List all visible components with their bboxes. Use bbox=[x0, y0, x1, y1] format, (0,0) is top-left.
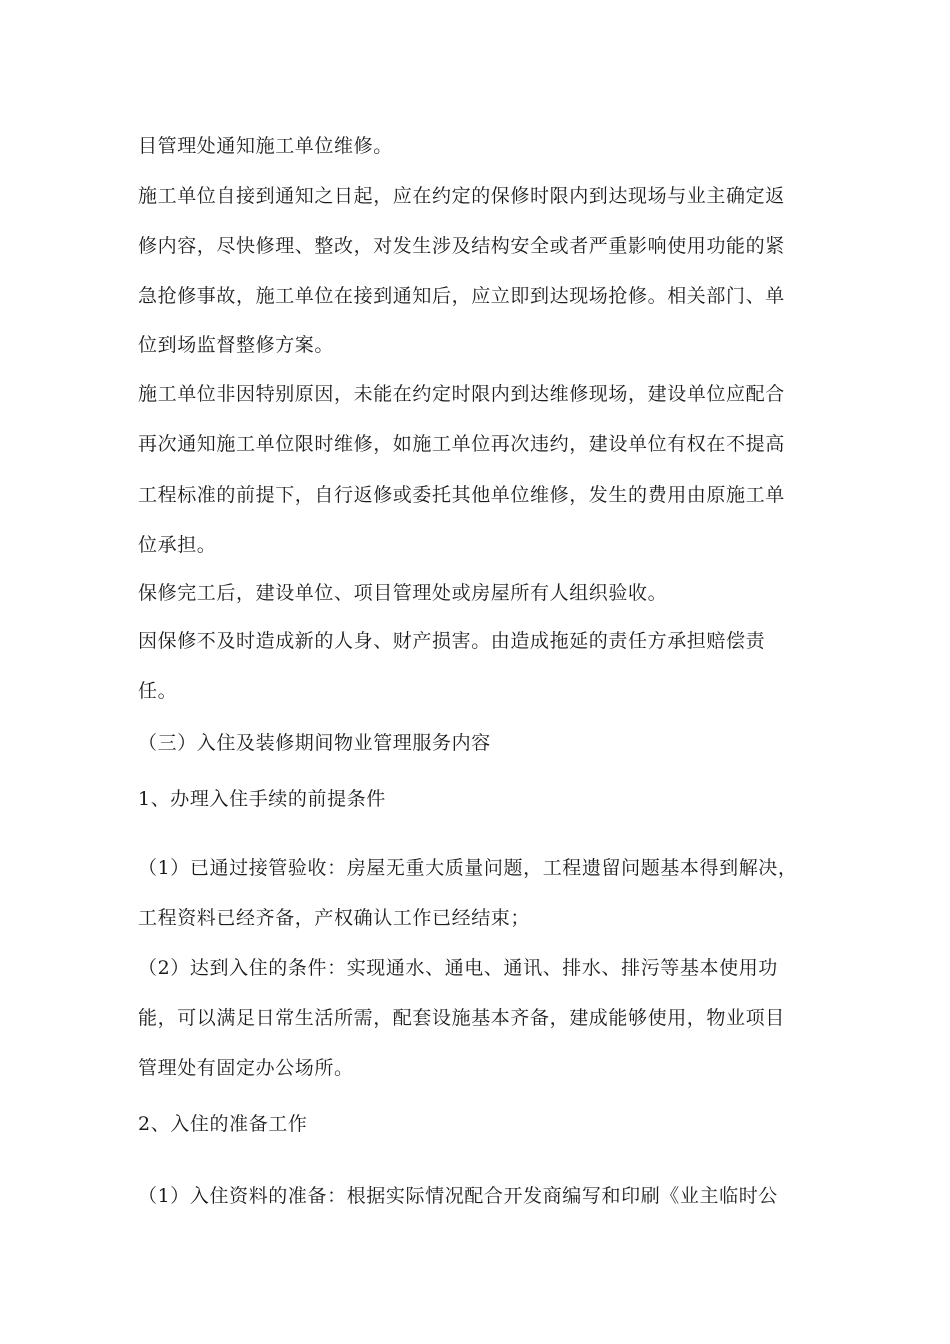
text-line: 施工单位自接到通知之日起，应在约定的保修时限内到达现场与业主确定返 bbox=[138, 185, 785, 207]
subsection-heading: 1、办理入住手续的前提条件 bbox=[138, 788, 386, 810]
text-line: 修内容，尽快修理、整改，对发生涉及结构安全或者严重影响使用功能的紧 bbox=[138, 235, 785, 257]
subsection-heading: 2、入住的准备工作 bbox=[138, 1113, 308, 1135]
text-line: 施工单位非因特别原因，未能在约定时限内到达维修现场，建设单位应配合 bbox=[138, 383, 785, 405]
text-line: 保修完工后，建设单位、项目管理处或房屋所有人组织验收。 bbox=[138, 582, 668, 604]
text-line: （1）入住资料的准备：根据实际情况配合开发商编写和印刷《业主临时公 bbox=[138, 1185, 778, 1207]
text-line: 能，可以满足日常生活所需，配套设施基本齐备，建成能够使用，物业项目 bbox=[138, 1007, 785, 1029]
text-line: 目管理处通知施工单位维修。 bbox=[138, 135, 393, 157]
text-line: 再次通知施工单位限时维修，如施工单位再次违约，建设单位有权在不提高 bbox=[138, 433, 785, 455]
text-line: （2）达到入住的条件：实现通水、通电、通讯、排水、排污等基本使用功 bbox=[138, 957, 778, 979]
text-line: 急抢修事故，施工单位在接到通知后，应立即到达现场抢修。相关部门、单 bbox=[138, 285, 785, 307]
text-line: 位承担。 bbox=[138, 534, 217, 556]
text-line: 管理处有固定办公场所。 bbox=[138, 1057, 354, 1079]
text-line: 工程资料已经齐备，产权确认工作已经结束； bbox=[138, 907, 531, 929]
text-line: （1）已通过接管验收：房屋无重大质量问题，工程遗留问题基本得到解决， bbox=[138, 857, 798, 879]
text-line: 因保修不及时造成新的人身、财产损害。由造成拖延的责任方承担赔偿责 bbox=[138, 630, 766, 652]
text-line: 工程标准的前提下，自行返修或委托其他单位维修，发生的费用由原施工单 bbox=[138, 484, 785, 506]
text-line: 任。 bbox=[138, 680, 178, 702]
text-line: 位到场监督整修方案。 bbox=[138, 334, 335, 356]
section-heading: （三）入住及装修期间物业管理服务内容 bbox=[138, 732, 491, 754]
